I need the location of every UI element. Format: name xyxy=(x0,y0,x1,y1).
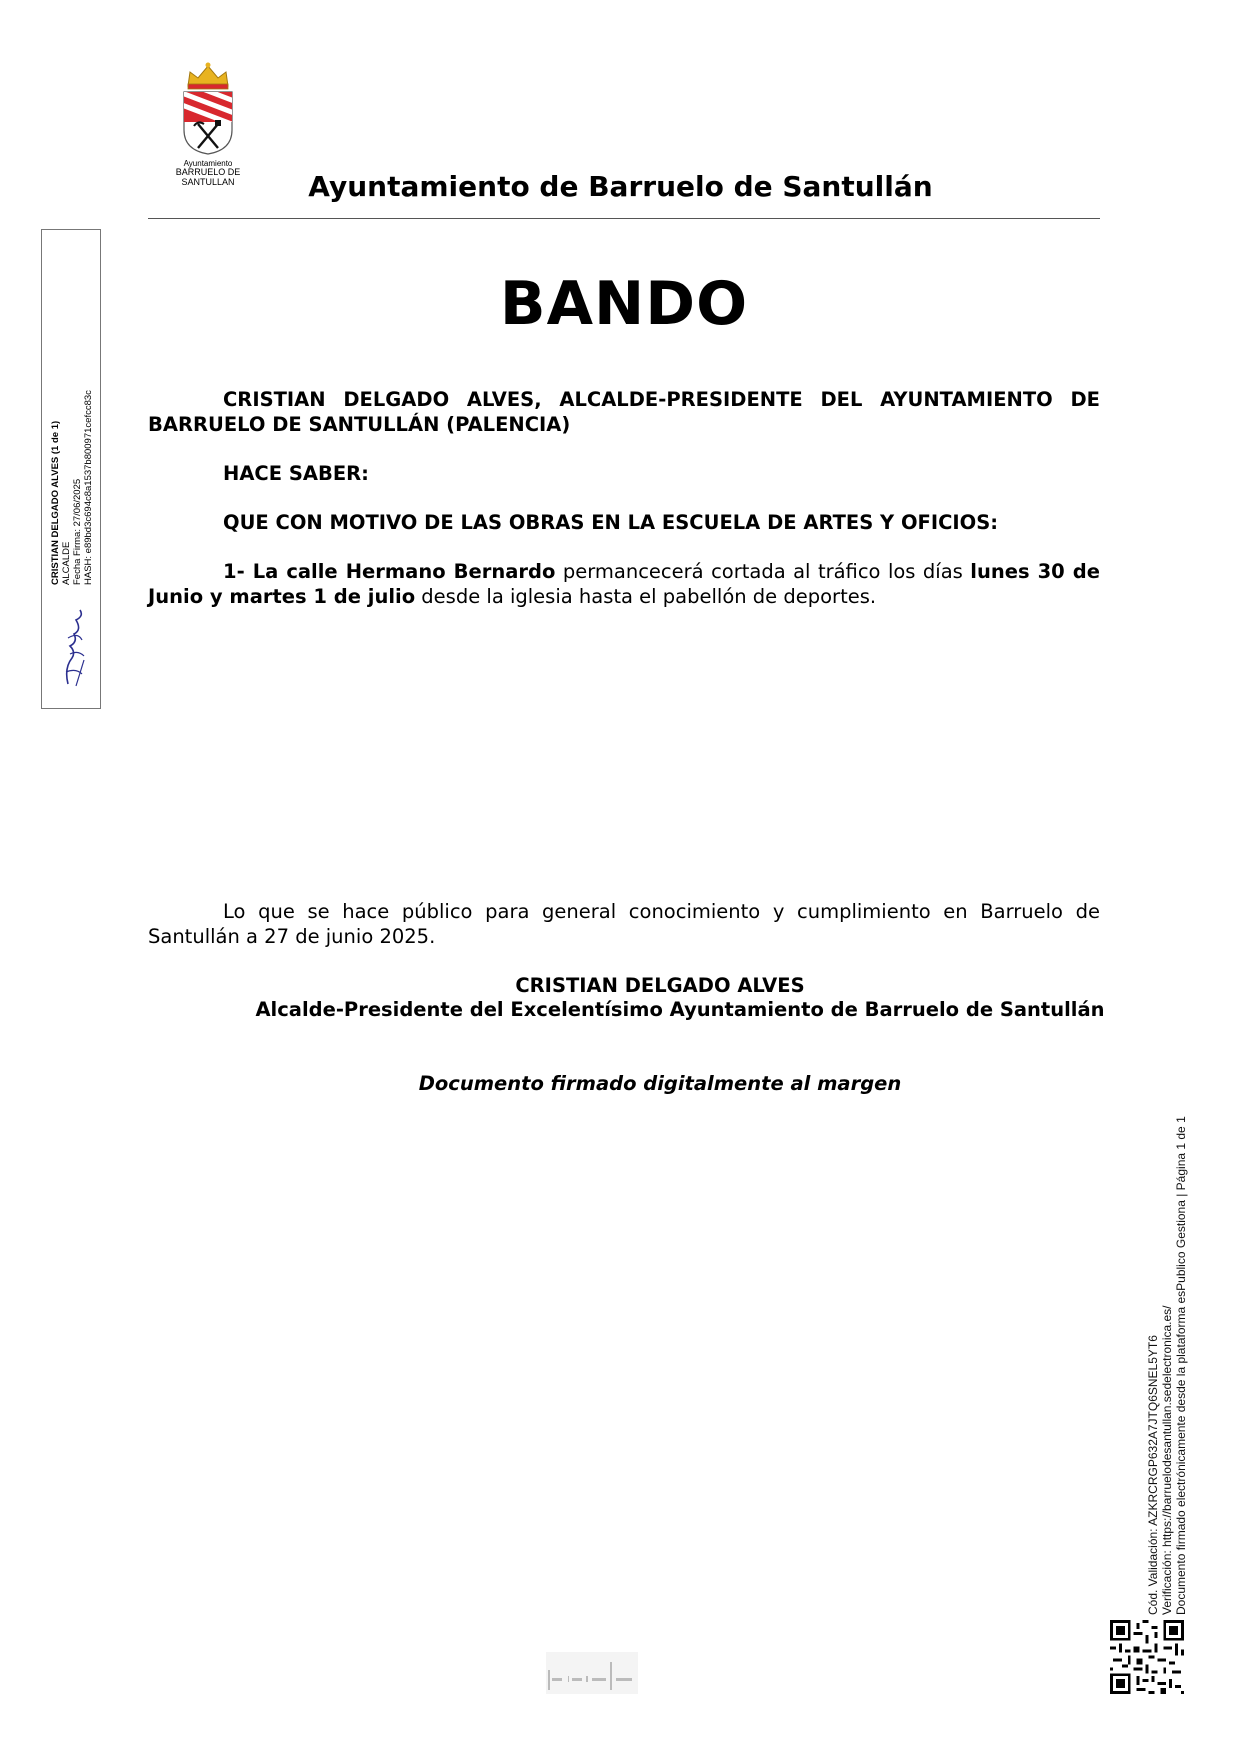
signature-signer: CRISTIAN DELGADO ALVES (1 de 1) xyxy=(50,420,61,585)
municipal-crest xyxy=(148,58,268,187)
qr-code-icon xyxy=(1110,1620,1184,1694)
barcode-icon xyxy=(546,1652,638,1694)
motivo-heading: QUE CON MOTIVO DE LAS OBRAS EN LA ESCUELA DE ARTES Y OFICIOS: xyxy=(223,511,999,534)
document-title: BANDO xyxy=(499,269,749,339)
crest-caption-line2: BARRUELO DE SANTULLAN xyxy=(175,167,241,187)
handwritten-signature-icon xyxy=(62,608,88,688)
validation-code: Cód. Validación: AZKRCRGP632A7JTQ6SNEL5YT6 xyxy=(1146,1335,1160,1615)
header-title: Ayuntamiento de Barruelo de Santullán xyxy=(308,170,933,203)
crest-caption-line1: Ayuntamiento xyxy=(183,159,233,168)
digitally-signed-note: Documento firmado digitalmente al margen xyxy=(418,1072,902,1095)
signer-name: CRISTIAN DELGADO ALVES xyxy=(515,974,805,997)
signature-details xyxy=(50,390,94,585)
item-dates: lunes 30 de Junio y martes 1 de julio xyxy=(148,560,1100,608)
header-divider xyxy=(148,218,1100,219)
crest-shield-icon xyxy=(178,58,238,158)
verification-url: Verificación: https://barruelodesantullan.sedelectronica.es/ xyxy=(1160,1305,1174,1615)
closure-item-paragraph xyxy=(148,560,1100,609)
signer-role: Alcalde-Presidente del Excelentísimo Ayuntamiento de Barruelo de Santullán xyxy=(255,998,1105,1021)
hace-saber-heading: HACE SABER: xyxy=(223,462,369,485)
item-text-2: desde la iglesia hasta el pabellón de deportes. xyxy=(415,584,877,608)
signature-hash: HASH: e89bd3c694c8a1537b800971cefcc83c xyxy=(83,390,94,585)
platform-note: Documento firmado electrónicamente desde la plataforma esPublico Gestiona | Página 1 de 1 xyxy=(1174,1116,1188,1615)
closing-paragraph: Lo que se hace público para general conocimiento y cumplimiento en Barruelo de Santullán a 27 de junio 2025. xyxy=(148,900,1100,948)
item-lead: 1- La calle Hermano Bernardo xyxy=(223,560,556,583)
item-text-1: permancecerá cortada al tráfico los días xyxy=(555,560,971,583)
signature-date: Fecha Firma: 27/06/2025 xyxy=(72,478,83,585)
signature-box xyxy=(41,229,101,709)
verification-block xyxy=(1146,1116,1188,1615)
signature-role: ALCALDE xyxy=(61,541,72,585)
intro-paragraph: CRISTIAN DELGADO ALVES, ALCALDE-PRESIDENTE DEL AYUNTAMIENTO DE BARRUELO DE SANTULLÁN (PALENCIA) xyxy=(148,388,1100,436)
